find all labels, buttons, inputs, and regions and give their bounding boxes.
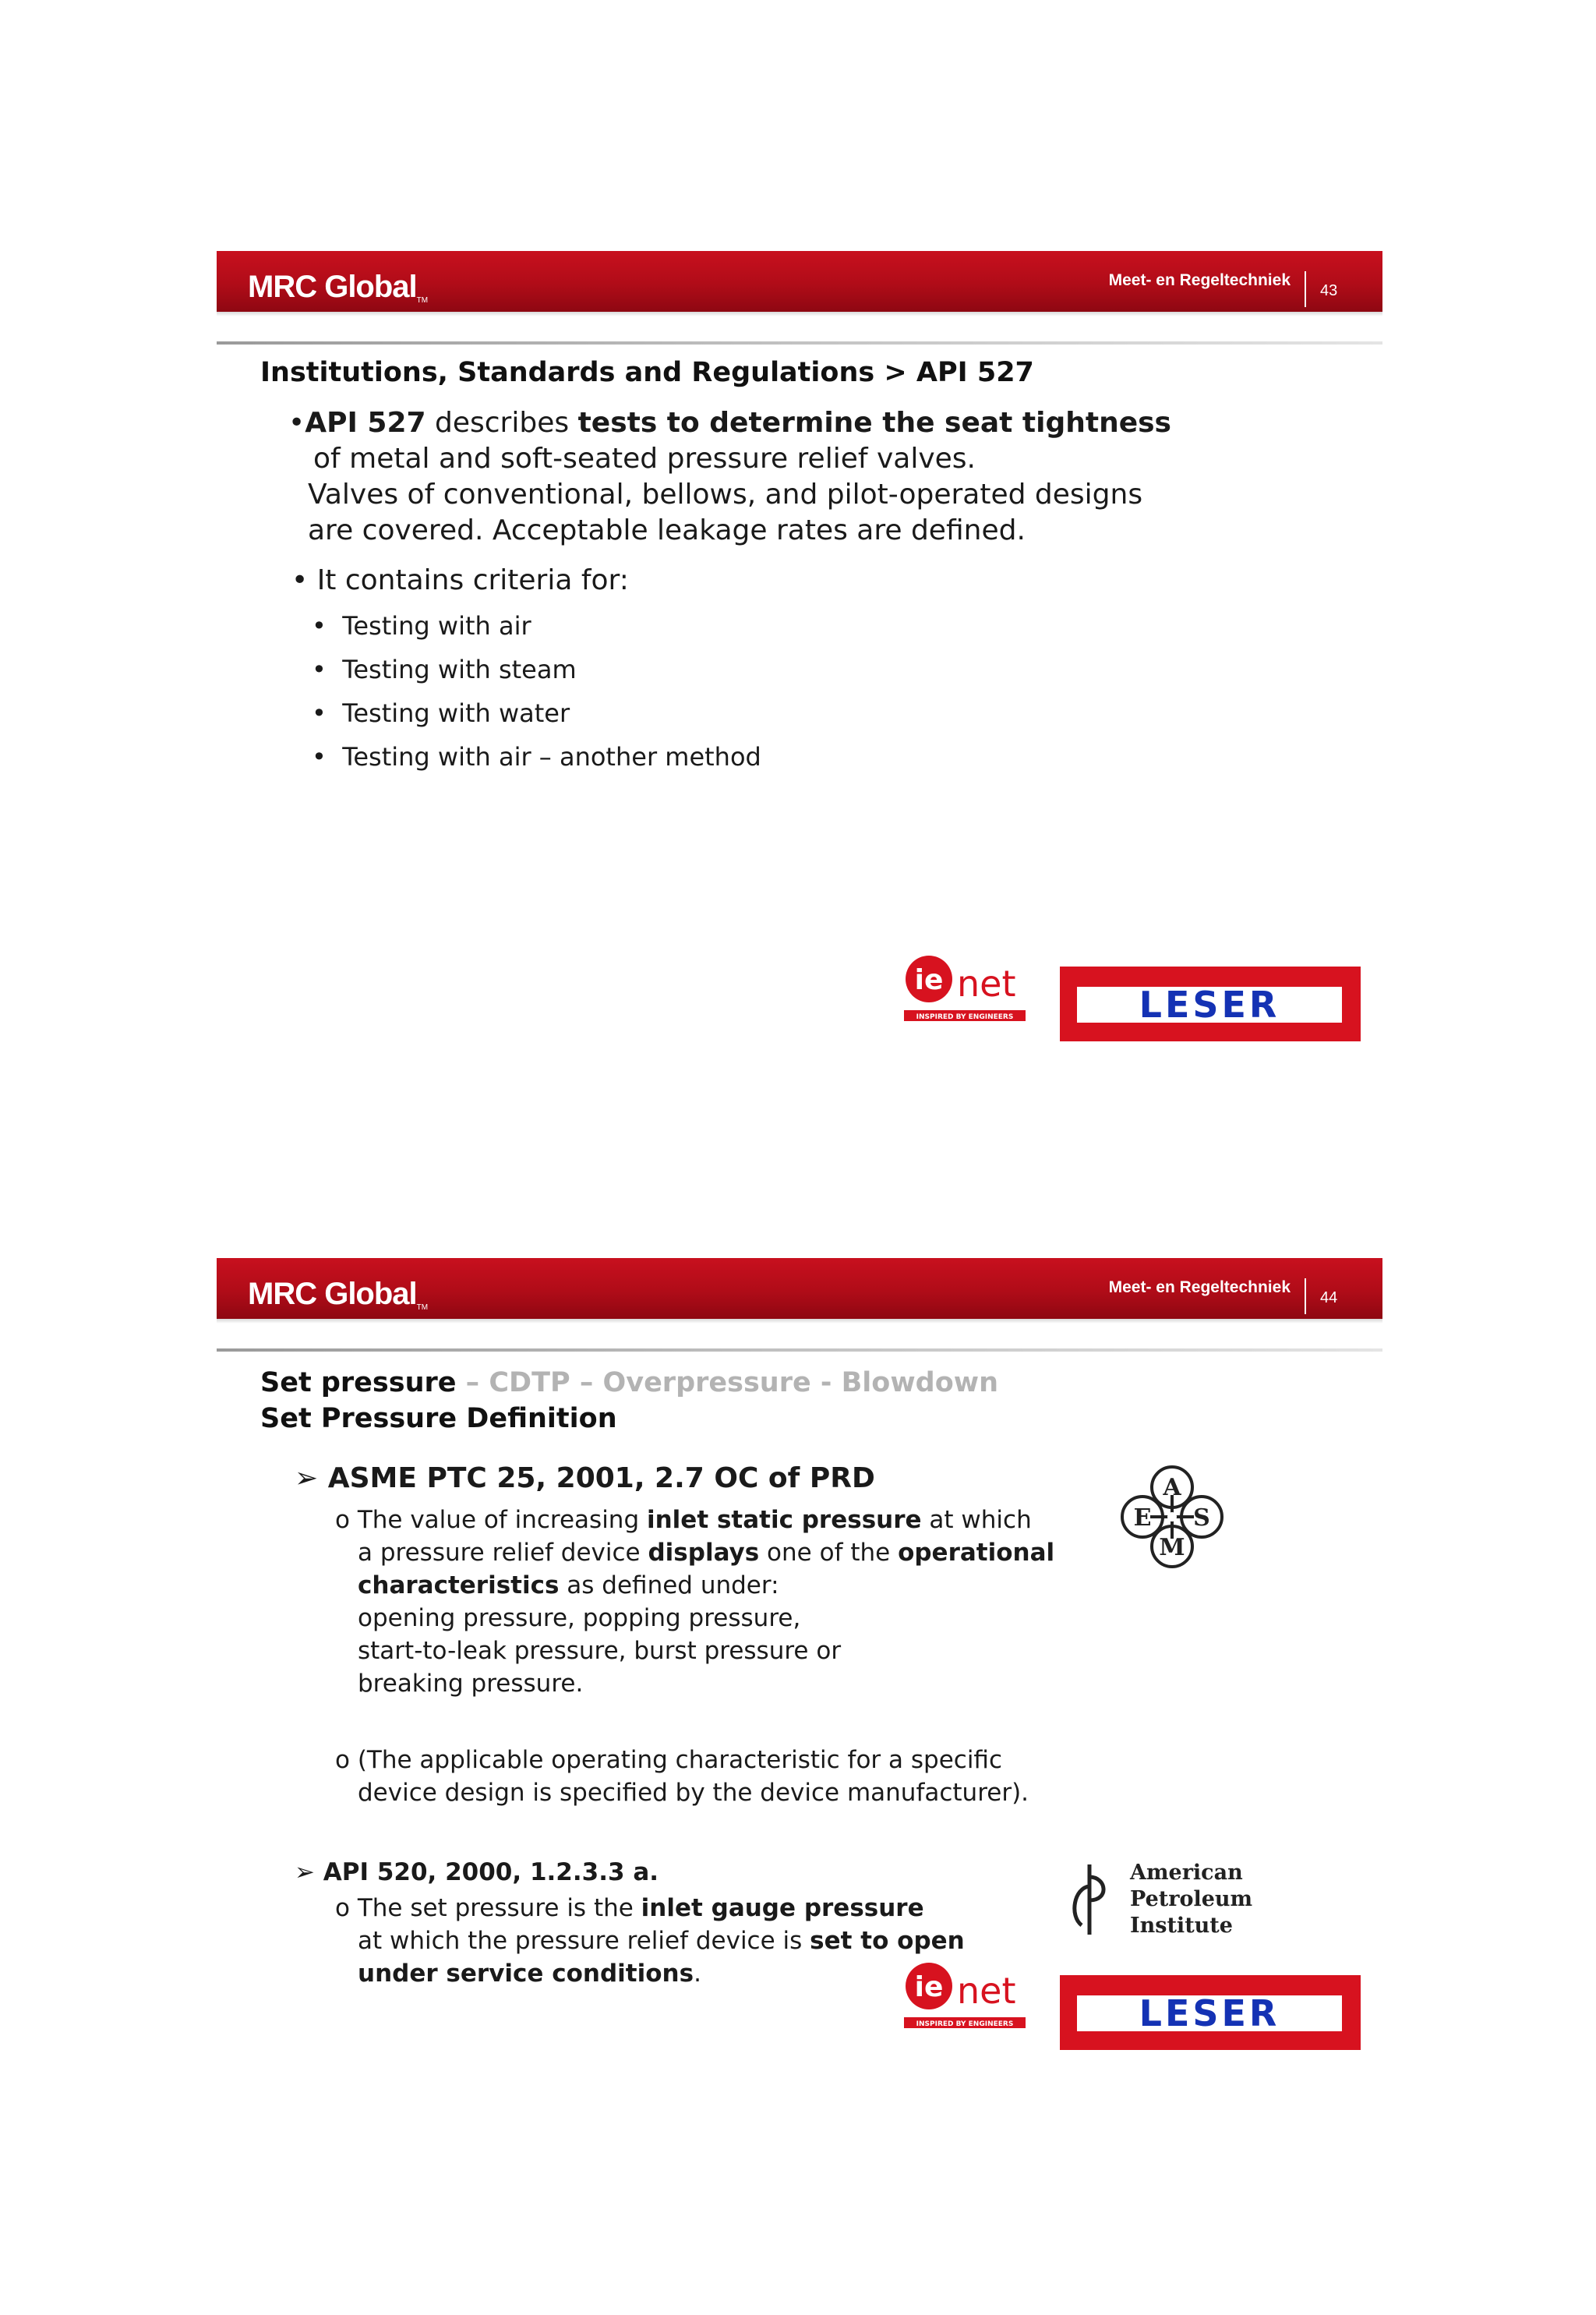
header-rule — [217, 1319, 1382, 1324]
asme-text-line6: breaking pressure. — [358, 1670, 584, 1698]
slide-44 — [217, 1258, 1382, 2061]
api-text-line3: under service conditions. — [358, 1960, 701, 1988]
ienet-logo-tagline: INSPIRED BY ENGINEERS — [916, 1013, 1014, 1021]
ienet-logo-tagline: INSPIRED BY ENGINEERS — [916, 2020, 1014, 2028]
api-text-line1: o The set pressure is the inlet gauge pressure — [335, 1894, 924, 1922]
criteria-item: • Testing with water — [312, 698, 570, 728]
api-logo-line: Institute — [1130, 1914, 1233, 1938]
criteria-item: • Testing with steam — [312, 655, 577, 684]
para-api527-line2: of metal and soft-seated pressure relief valves. — [313, 443, 976, 475]
mrc-global-logo: MRC GlobalTM — [248, 1277, 429, 1312]
slide-title: Institutions, Standards and Regulations > API 527 — [260, 357, 1034, 388]
ienet-logo-mark: ie — [914, 1971, 944, 2003]
api-logo — [1058, 1860, 1253, 1946]
page-divider — [1305, 271, 1306, 307]
ienet-logo-text: net — [957, 963, 1016, 1005]
asme-heading: ➢ ASME PTC 25, 2001, 2.7 OC of PRD — [295, 1462, 875, 1494]
leser-logo: LESER — [1060, 1975, 1361, 2050]
header-rule — [217, 312, 1382, 316]
slide-subtitle: Set Pressure Definition — [260, 1403, 617, 1434]
header-banner — [217, 251, 1382, 312]
ienet-logo — [902, 953, 1035, 1030]
para-criteria: • It contains criteria for: — [291, 564, 629, 596]
slide-title: Set pressure – CDTP – Overpressure - Blowdown — [260, 1367, 999, 1398]
mrc-global-logo: MRC GlobalTM — [248, 270, 429, 305]
asme-text-line3: characteristics as defined under: — [358, 1571, 779, 1599]
page-divider — [1305, 1278, 1306, 1314]
page-number: 43 — [1320, 282, 1338, 299]
asme-logo — [1119, 1464, 1225, 1570]
header-underline — [217, 1348, 1382, 1352]
api-text-line2: at which the pressure relief device is set to open — [358, 1927, 965, 1955]
api-heading: ➢ API 520, 2000, 1.2.3.3 a. — [295, 1858, 659, 1886]
criteria-item: • Testing with air – another method — [312, 742, 761, 772]
asme-text-line4: opening pressure, popping pressure, — [358, 1604, 801, 1632]
asme-logo-letter: E — [1133, 1504, 1152, 1532]
asme-note-line1: o (The applicable operating characteristic for a specific — [335, 1746, 1003, 1774]
department-label: Meet- en Regeltechniek — [1108, 271, 1291, 289]
para-api527-line3: Valves of conventional, bellows, and pilot-operated designs — [308, 479, 1143, 511]
para-api527-line1: •API 527 describes tests to determine the seat tightness — [288, 407, 1171, 439]
asme-logo-letter: A — [1163, 1474, 1181, 1501]
asme-logo-letter: M — [1159, 1534, 1185, 1561]
asme-logo-letter: S — [1193, 1504, 1210, 1532]
department-label: Meet- en Regeltechniek — [1108, 1278, 1291, 1296]
asme-text-line2: a pressure relief device displays one of the operational — [358, 1539, 1055, 1567]
para-api527-line4: are covered. Acceptable leakage rates are defined. — [308, 514, 1026, 546]
ienet-logo — [902, 1960, 1035, 2038]
page-number: 44 — [1320, 1289, 1338, 1306]
asme-note-line2: device design is specified by the device manufacturer). — [358, 1779, 1029, 1807]
asme-text-line5: start-to-leak pressure, burst pressure or — [358, 1637, 842, 1665]
ienet-logo-text: net — [957, 1970, 1016, 2012]
leser-logo: LESER — [1060, 967, 1361, 1041]
header-banner — [217, 1258, 1382, 1319]
api-logo-line: Petroleum — [1130, 1887, 1253, 1911]
api-logo-mark — [1058, 1860, 1121, 1938]
criteria-item: • Testing with air — [312, 611, 531, 641]
header-underline — [217, 341, 1382, 345]
api-logo-line: American — [1130, 1861, 1243, 1885]
ienet-logo-mark: ie — [914, 964, 944, 996]
slide-43 — [217, 251, 1382, 1054]
asme-text-line1: o The value of increasing inlet static pressure at which — [335, 1506, 1032, 1534]
